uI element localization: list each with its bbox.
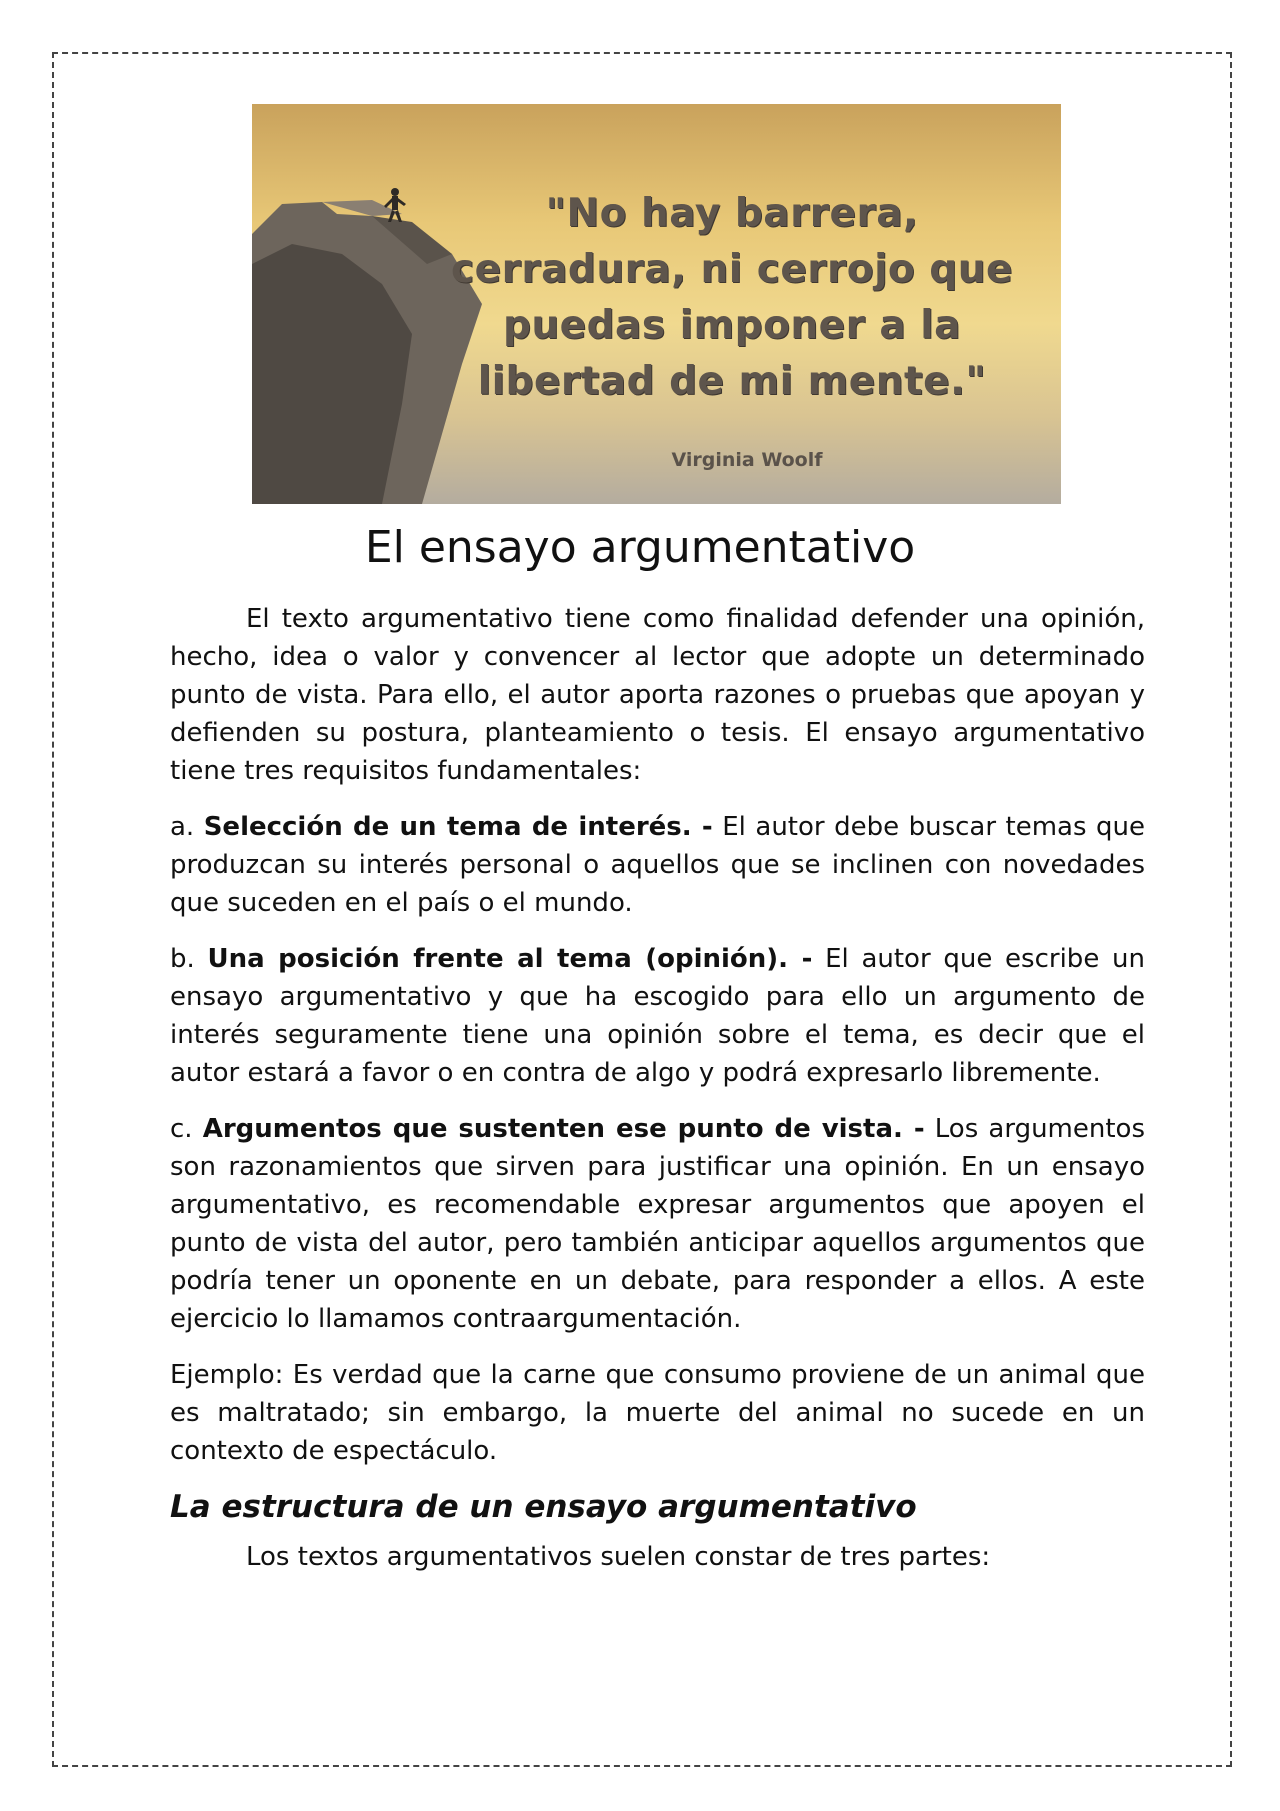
example-paragraph: Ejemplo: Es verdad que la carne que consumo proviene de un animal que es maltratado; sin embargo, la muerte del animal no sucede en un contexto de espectáculo. <box>170 1360 1145 1466</box>
requirement-b-text: El autor que escribe un ensayo argumentativo y que ha escogido para ello un argumento de interés seguramente tiene una opinión sobre el tema, es decir que el autor estará a favor o en contra de algo y podrá expresarlo libremente. <box>170 944 1145 1088</box>
requirement-c <box>170 1110 1145 1338</box>
requirement-a <box>170 808 1145 922</box>
intro-paragraph: El texto argumentativo tiene como finalidad defender una opinión, hecho, idea o valor y convencer al lector que adopte un determinado punto de vista. Para ello, el autor aporta razones o pruebas que apoyan y defienden su postura, planteamiento o tesis. El ensayo argumentativo tiene tres requisitos fundamentales: <box>170 604 1145 786</box>
requirement-a-text: El autor debe buscar temas que produzcan su interés personal o aquellos que se inclinen con novedades que suceden en el país o el mundo. <box>170 812 1145 918</box>
page-title: El ensayo argumentativo <box>364 522 916 573</box>
banner-quote: "No hay barrera, cerradura, ni cerrojo que puedas imponer a la libertad de mi mente." <box>451 191 1013 404</box>
requirement-b <box>170 940 1145 1092</box>
requirement-a-letter: a. <box>170 812 195 842</box>
requirement-b-letter: b. <box>170 944 195 974</box>
section-title: La estructura de un ensayo argumentativo <box>170 1489 917 1525</box>
banner-quote-author: Virginia Woolf <box>671 449 823 471</box>
quote-banner-image <box>252 104 1061 504</box>
section-intro: Los textos argumentativos suelen constar de tres partes: <box>246 1542 991 1572</box>
requirement-a-heading: Selección de un tema de interés. - <box>203 812 713 842</box>
requirement-c-text: Los argumentos son razonamientos que sirven para justificar una opinión. En un ensayo argumentativo, es recomendable expresar argumentos que apoyen el punto de vista del autor, pero también anticipar aquellos argumentos que podría tener un oponente en un debate, para responder a ellos. A este ejercicio lo llamamos contraargumentación. <box>170 1114 1145 1334</box>
document-body <box>170 600 1145 1594</box>
requirement-b-heading: Una posición frente al tema (opinión). - <box>207 944 813 974</box>
requirement-c-letter: c. <box>170 1114 193 1144</box>
requirement-c-heading: Argumentos que sustenten ese punto de vista. - <box>202 1114 925 1144</box>
